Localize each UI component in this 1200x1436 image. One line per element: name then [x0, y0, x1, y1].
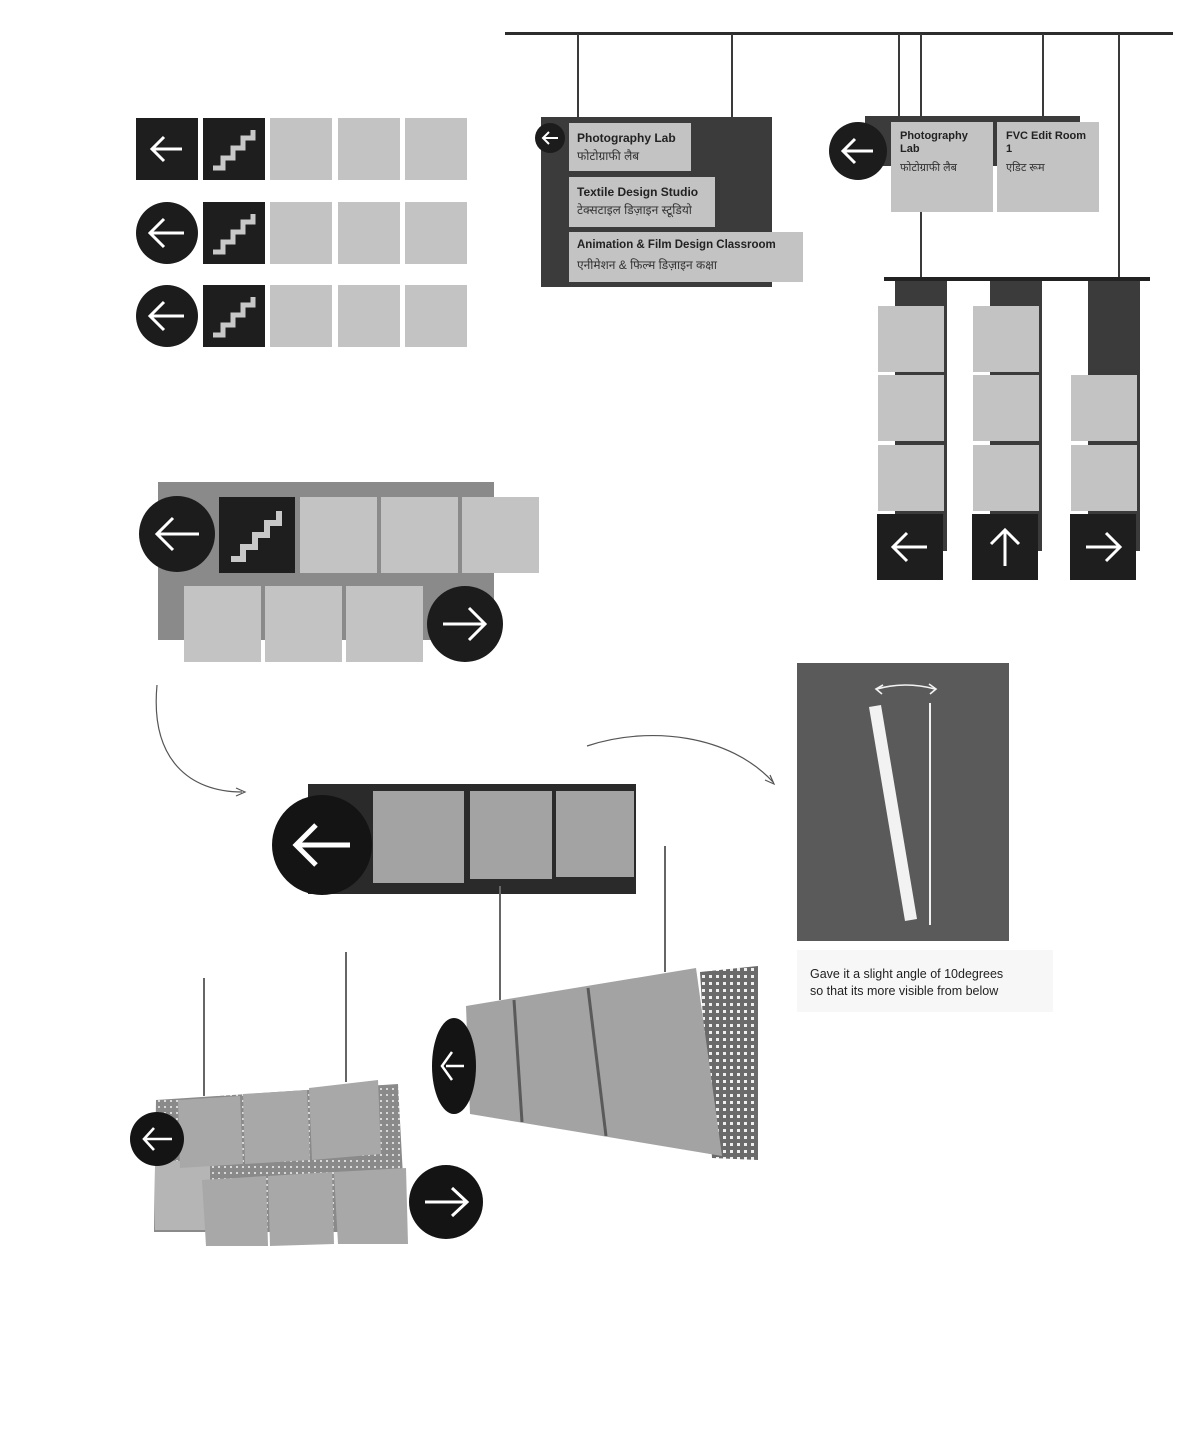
room-subtitle: एडिट रूम [1006, 162, 1045, 174]
room-subtitle: एनीमेशन & फिल्म डिज़ाइन कक्षा [577, 258, 717, 272]
room-subtitle: फोटोग्राफी लैब [577, 149, 640, 163]
angle-caption-line1: Gave it a slight angle of 10degrees [810, 967, 1004, 981]
room-subtitle: फोटोग्राफी लैब [900, 162, 957, 174]
room-title: Photography Lab [577, 131, 676, 145]
room-title: Textile Design Studio [577, 185, 699, 199]
room-title: Photography Lab [900, 130, 968, 156]
room-subtitle: टेक्सटाइल डिज़ाइन स्टूडियो [577, 203, 692, 217]
room-title: Animation & Film Design Classroom [577, 239, 776, 251]
room-title: FVC Edit Room 1 [1006, 130, 1087, 156]
angle-caption-line2: so that its more visible from below [810, 984, 999, 998]
